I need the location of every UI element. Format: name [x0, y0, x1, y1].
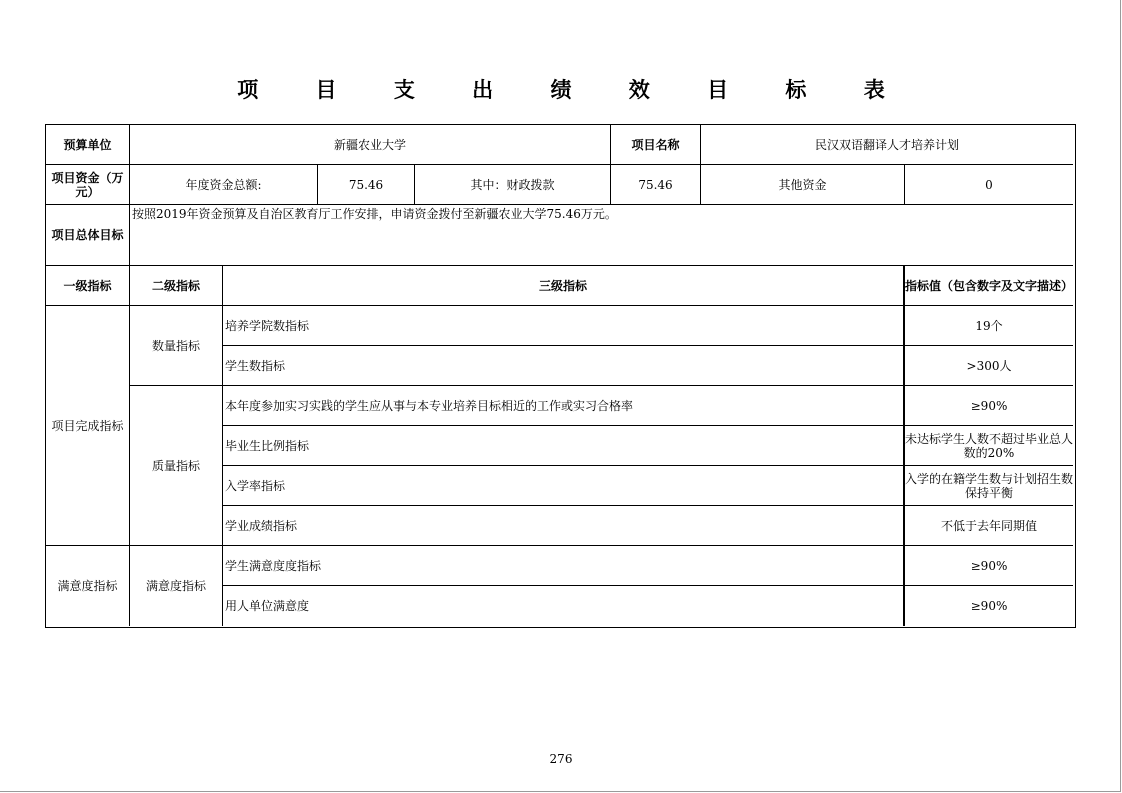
- indicator-value-cell: 不低于去年同期值: [905, 506, 1073, 546]
- indicator-cell: 毕业生比例指标: [223, 426, 905, 466]
- col-header-level2: 二级指标: [130, 266, 223, 306]
- col-header-value: 指标值（包含数字及文字描述）: [905, 266, 1073, 306]
- indicator-cell: 本年度参加实习实践的学生应从事与本专业培养目标相近的工作或实习合格率: [223, 386, 905, 426]
- indicator-cell: 学生满意度度指标: [223, 546, 905, 586]
- group-quality: 质量指标: [130, 386, 223, 546]
- indicator-value-cell: 入学的在籍学生数与计划招生数保持平衡: [905, 466, 1073, 506]
- indicator-cell: 培养学院数指标: [223, 306, 905, 346]
- indicator-value-cell: 19个: [905, 306, 1073, 346]
- indicator-cell: 用人单位满意度: [223, 586, 905, 626]
- indicator-value-cell: ≥90%: [905, 386, 1073, 426]
- funds-label: 项目资金（万元）: [46, 165, 130, 205]
- goal-label: 项目总体目标: [46, 205, 130, 266]
- project-name-value: 民汉双语翻译人才培养计划: [701, 125, 1073, 165]
- col-header-level3: 三级指标: [223, 266, 905, 306]
- group-satisfaction-level1: 满意度指标: [46, 546, 130, 626]
- indicator-value-cell: 未达标学生人数不超过毕业总人数的20%: [905, 426, 1073, 466]
- annual-total-value: 75.46: [318, 165, 415, 205]
- indicator-cell: 入学率指标: [223, 466, 905, 506]
- group-completion: 项目完成指标: [46, 306, 130, 546]
- annual-total-label: 年度资金总额:: [130, 165, 318, 205]
- group-quantity: 数量指标: [130, 306, 223, 386]
- page-title: 项 目 支 出 绩 效 目 标 表: [237, 78, 910, 102]
- col-header-level1: 一级指标: [46, 266, 130, 306]
- indicator-cell: 学业成绩指标: [223, 506, 905, 546]
- fiscal-label: 其中：财政拨款: [415, 165, 611, 205]
- indicator-cell: 学生数指标: [223, 346, 905, 386]
- group-satisfaction-level2: 满意度指标: [130, 546, 223, 626]
- indicator-value-cell: >300人: [905, 346, 1073, 386]
- other-funds-label: 其他资金: [701, 165, 905, 205]
- other-funds-value: 0: [905, 165, 1073, 205]
- indicator-value-cell: ≥90%: [905, 546, 1073, 586]
- indicator-value-cell: ≥90%: [970, 599, 1008, 613]
- budget-unit-value: 新疆农业大学: [130, 125, 611, 165]
- project-name-label: 项目名称: [611, 125, 701, 165]
- goal-value: 按照2019年资金预算及自治区教育厅工作安排，申请资金拨付至新疆农业大学75.46万元。: [130, 205, 1073, 266]
- budget-unit-label: 预算单位: [46, 125, 130, 165]
- performance-table: [45, 124, 1076, 628]
- page-number: 276: [549, 752, 573, 766]
- fiscal-value: 75.46: [611, 165, 701, 205]
